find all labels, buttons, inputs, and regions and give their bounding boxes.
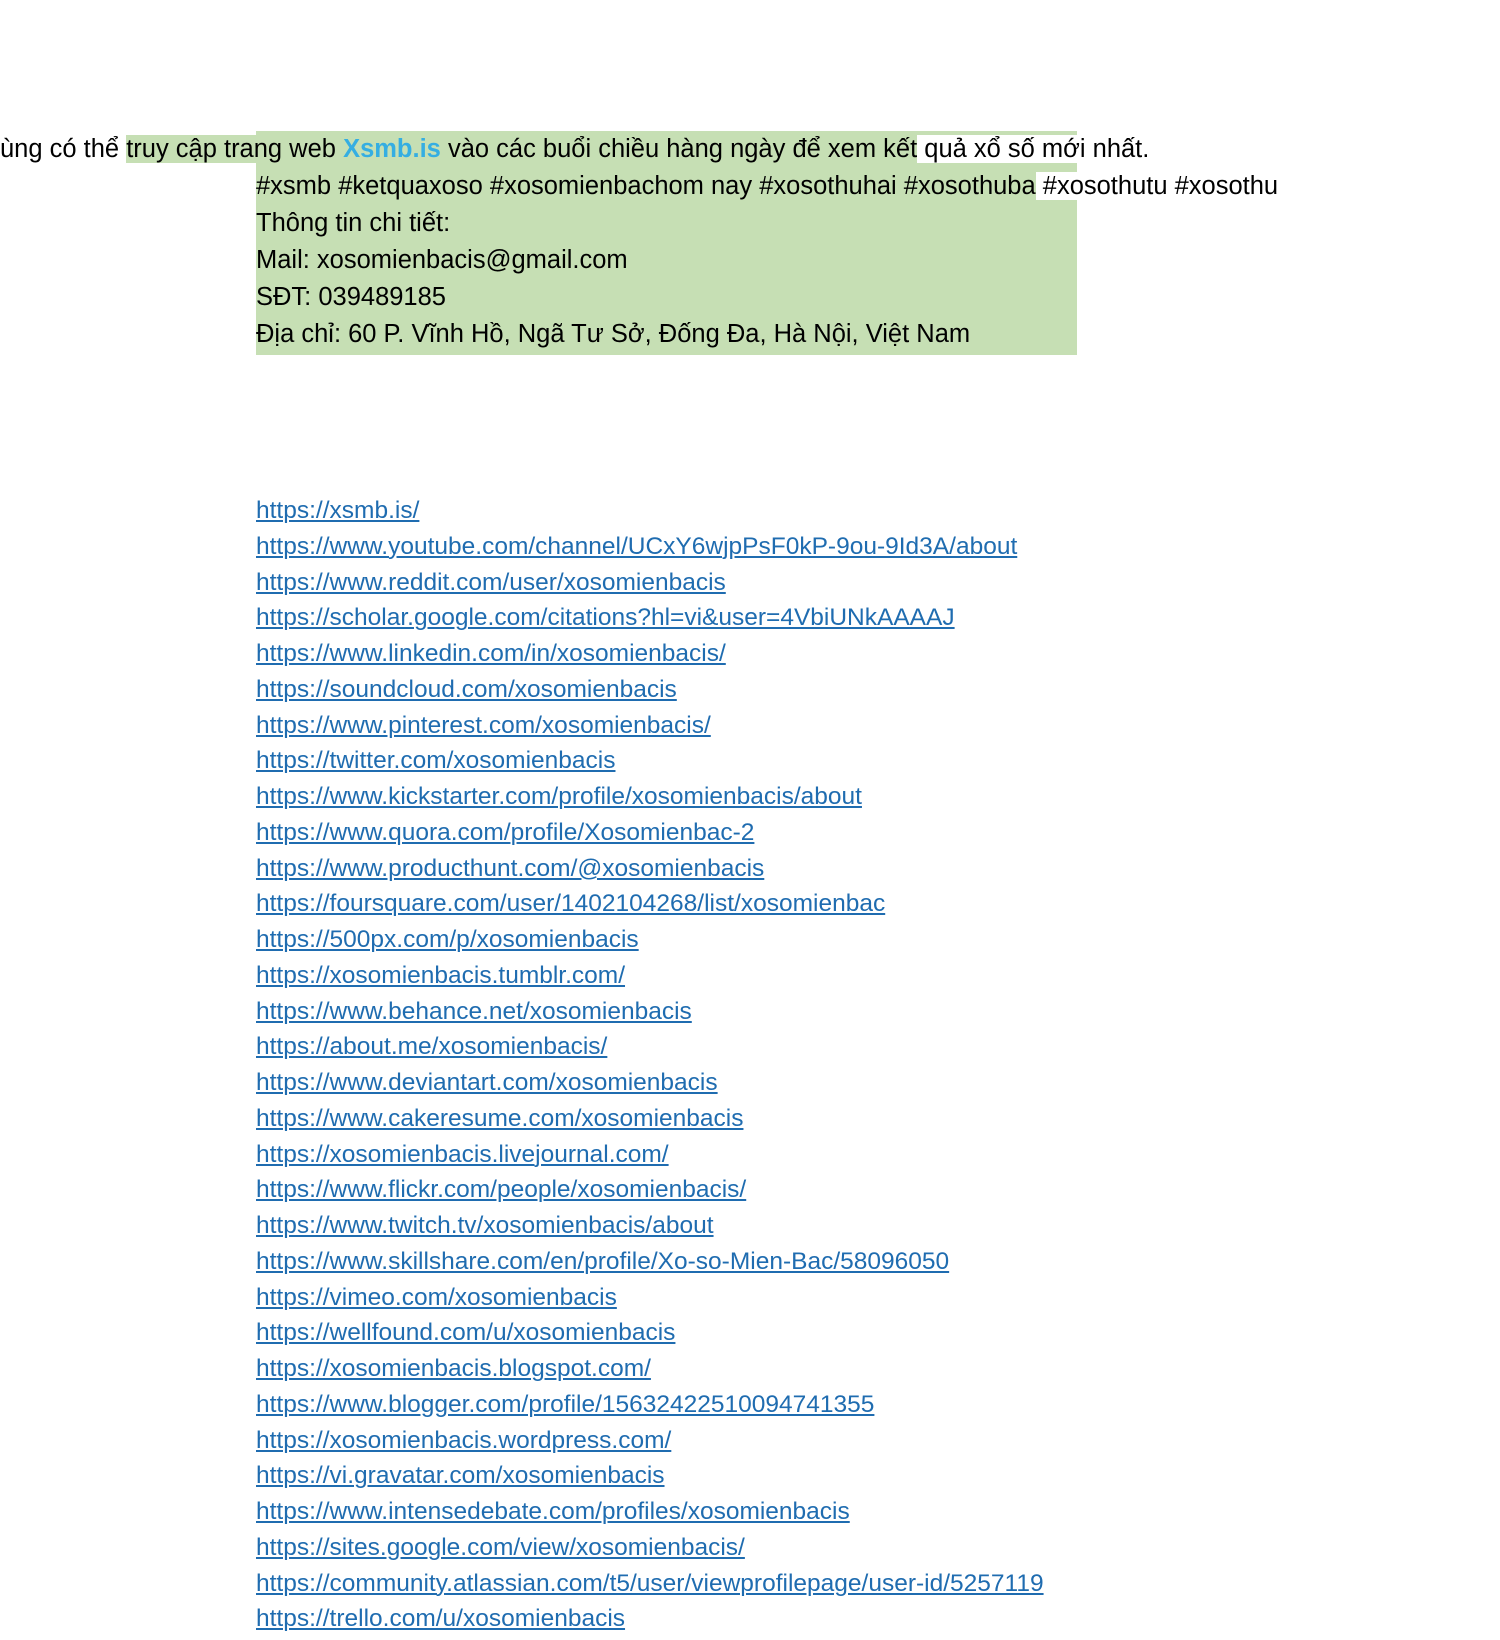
hyperlink[interactable]: https://xosomienbacis.tumblr.com/ [256, 961, 626, 989]
intro-text-after-brand: vào các buổi chiều hàng ngày để xem kết [440, 135, 918, 163]
list-item[interactable] [256, 1172, 1500, 1208]
hyperlink[interactable]: https://vimeo.com/xosomienbacis [256, 1283, 617, 1311]
list-item[interactable] [256, 1244, 1500, 1280]
hashtags-highlighted: #xsmb #ketquaxoso #xosomienbachom nay #xosothuhai #xosothuba [256, 172, 1036, 200]
list-item[interactable] [256, 1280, 1500, 1316]
hyperlink[interactable]: https://twitter.com/xosomienbacis [256, 747, 616, 775]
hyperlink[interactable]: https://www.intensedebate.com/profiles/xosomienbacis [256, 1498, 850, 1525]
intro-clipped-prefix: ùng có thể [0, 135, 127, 163]
hyperlink[interactable]: https://xosomienbacis.blogspot.com/ [256, 1355, 651, 1382]
list-item[interactable] [256, 958, 1500, 994]
list-item[interactable] [256, 922, 1500, 958]
intro-line-address: Địa chỉ: 60 P. Vĩnh Hồ, Ngã Tư Sở, Đống Đa, Hà Nội, Việt Nam [256, 320, 971, 348]
intro-text-tail: quả xổ số mới nhất. [917, 135, 1150, 163]
list-item[interactable] [256, 1494, 1500, 1530]
list-item[interactable] [256, 708, 1500, 744]
list-item[interactable] [256, 529, 1500, 565]
list-item[interactable] [256, 600, 1500, 636]
list-item[interactable] [256, 1458, 1500, 1494]
list-item[interactable] [256, 1351, 1500, 1387]
hyperlink-list [256, 493, 1500, 1637]
hyperlink[interactable]: https://about.me/xosomienbacis/ [256, 1033, 608, 1061]
intro-line-mail: Mail: xosomienbacis@gmail.com [256, 246, 628, 274]
document-body [0, 131, 1500, 1633]
hyperlink[interactable]: https://wellfound.com/u/xosomienbacis [256, 1319, 676, 1347]
intro-line-hashtags [256, 168, 1500, 205]
list-item[interactable] [256, 1137, 1500, 1173]
list-item[interactable] [256, 1029, 1500, 1065]
hyperlink[interactable]: https://community.atlassian.com/t5/user/viewprofilepage/user-id/5257119 [256, 1569, 1044, 1597]
hyperlink[interactable]: https://www.producthunt.com/@xosomienbacis [256, 854, 765, 882]
list-item[interactable] [256, 1423, 1500, 1459]
brand-name-xsmb: Xsmb.is [343, 135, 441, 163]
list-item[interactable] [256, 1566, 1500, 1602]
hyperlink[interactable]: https://sites.google.com/view/xosomienbacis/ [256, 1533, 745, 1561]
hyperlink[interactable]: https://soundcloud.com/xosomienbacis [256, 675, 677, 703]
hyperlink[interactable]: https://www.blogger.com/profile/15632422510094741355 [256, 1390, 875, 1418]
hyperlink[interactable]: https://scholar.google.com/citations?hl=vi&user=4VbiUNkAAAAJ [256, 604, 955, 632]
intro-paragraph-block [0, 131, 1500, 353]
hyperlink[interactable]: https://foursquare.com/user/1402104268/list/xosomienbac [256, 890, 886, 918]
list-item[interactable] [256, 851, 1500, 887]
list-item[interactable] [256, 815, 1500, 851]
list-item[interactable] [256, 1315, 1500, 1351]
list-item[interactable] [256, 994, 1500, 1030]
list-item[interactable] [256, 1208, 1500, 1244]
hyperlink[interactable]: https://www.pinterest.com/xosomienbacis/ [256, 711, 711, 739]
hyperlink[interactable]: https://xsmb.is/ [256, 497, 420, 524]
list-item[interactable] [256, 1387, 1500, 1423]
list-item[interactable] [256, 636, 1500, 672]
hyperlink[interactable]: https://www.skillshare.com/en/profile/Xo-so-Mien-Bac/58096050 [256, 1247, 950, 1275]
list-item[interactable] [256, 743, 1500, 779]
hyperlink[interactable]: https://www.quora.com/profile/Xosomienbac-2 [256, 818, 755, 846]
hyperlink[interactable]: https://www.twitch.tv/xosomienbacis/about [256, 1212, 714, 1239]
hyperlink[interactable]: https://xosomienbacis.livejournal.com/ [256, 1140, 669, 1168]
list-item[interactable] [256, 1101, 1500, 1137]
hyperlink[interactable]: https://500px.com/p/xosomienbacis [256, 926, 639, 953]
list-item[interactable] [256, 493, 1500, 529]
list-item[interactable] [256, 565, 1500, 601]
list-item[interactable] [256, 672, 1500, 708]
hyperlink[interactable]: https://www.youtube.com/channel/UCxY6wjpPsF0kP-9ou-9Id3A/about [256, 532, 1018, 560]
list-item[interactable] [256, 886, 1500, 922]
list-item[interactable] [256, 1530, 1500, 1566]
hyperlink[interactable]: https://trello.com/u/xosomienbacis [256, 1605, 626, 1633]
hashtags-tail: #xosothutu #xosothu [1035, 172, 1279, 200]
list-item[interactable] [256, 779, 1500, 815]
intro-line-lead [0, 131, 1500, 168]
hyperlink[interactable]: https://www.flickr.com/people/xosomienbacis/ [256, 1176, 747, 1204]
list-item[interactable] [256, 1601, 1500, 1637]
intro-line-phone: SĐT: 039489185 [256, 283, 446, 311]
hyperlink[interactable]: https://www.deviantart.com/xosomienbacis [256, 1069, 718, 1096]
intro-line-details-heading: Thông tin chi tiết: [256, 209, 451, 237]
hyperlink[interactable]: https://www.kickstarter.com/profile/xosomienbacis/about [256, 783, 862, 810]
list-item[interactable] [256, 1065, 1500, 1101]
hyperlink[interactable]: https://www.cakeresume.com/xosomienbacis [256, 1104, 744, 1132]
intro-text-before-brand: truy cập trang web [126, 135, 344, 163]
hyperlink[interactable]: https://www.reddit.com/user/xosomienbacis [256, 568, 726, 596]
hyperlink[interactable]: https://vi.gravatar.com/xosomienbacis [256, 1462, 665, 1490]
hyperlink[interactable]: https://www.behance.net/xosomienbacis [256, 997, 692, 1025]
hyperlink[interactable]: https://www.linkedin.com/in/xosomienbacis/ [256, 640, 726, 667]
hyperlink[interactable]: https://xosomienbacis.wordpress.com/ [256, 1426, 672, 1454]
